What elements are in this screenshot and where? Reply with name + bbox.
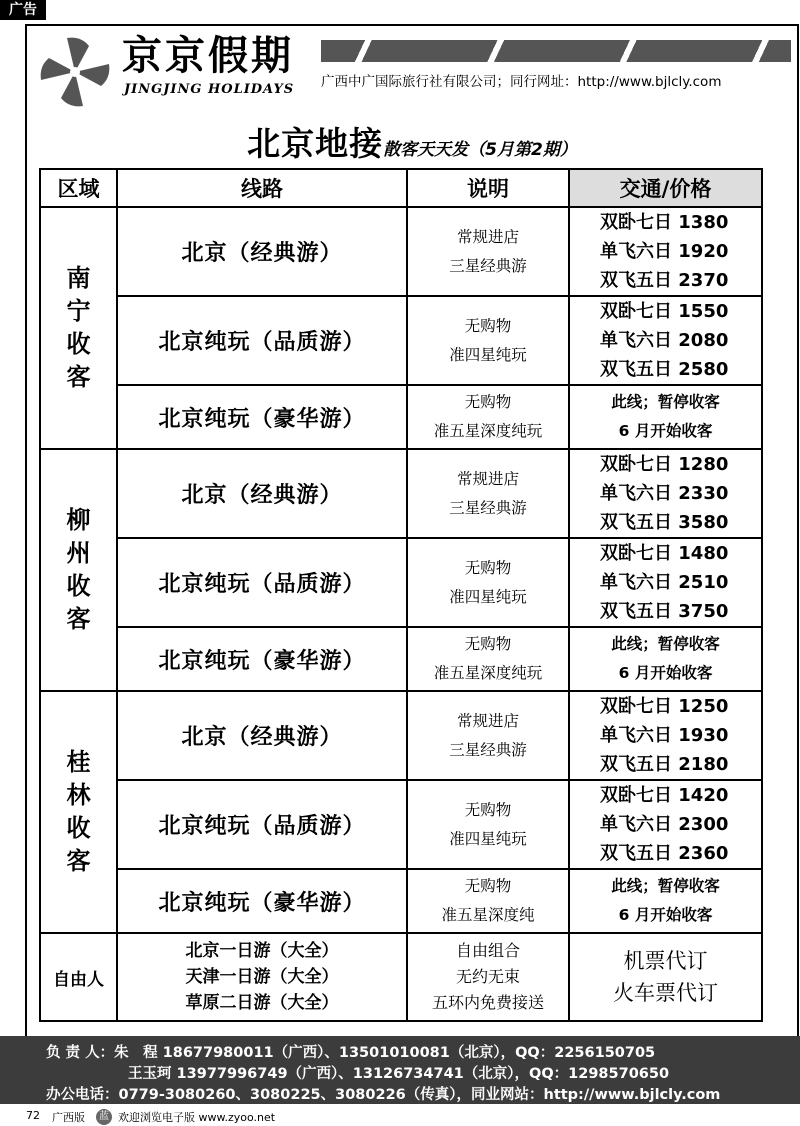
region-char: 客 (66, 363, 91, 391)
route-description (407, 627, 569, 691)
pinwheel-logo-icon (37, 34, 113, 110)
ticket-service: 机票代订 (623, 949, 708, 973)
price-line: 双卧七日 1380 (600, 212, 729, 233)
price-line: 单飞六日 2330 (600, 483, 729, 504)
price-line: 双飞五日 2180 (600, 754, 729, 775)
ticket-service: 火车票代订 (613, 981, 718, 1005)
price-line: 双卧七日 1250 (600, 696, 729, 717)
brand-name-en: JINGJING HOLIDAYS (124, 82, 295, 97)
price-cell (569, 207, 762, 296)
region-char: 南 (66, 264, 91, 292)
route-description (407, 691, 569, 780)
price-note: 此线；暂停收客 (611, 635, 720, 653)
region-char: 收 (66, 814, 91, 842)
agency-line: 广西中广国际旅行社有限公司；同行网址：http://www.bjlcly.com (321, 74, 722, 90)
price-line: 双卧七日 1420 (600, 785, 729, 806)
price-cell (569, 627, 762, 691)
route-description (407, 538, 569, 627)
region-char: 宁 (66, 297, 91, 325)
route-name: 北京纯玩（品质游） (117, 296, 407, 385)
price-note: 此线；暂停收客 (611, 393, 720, 411)
contact-line-1: 负 责 人：朱 程 18677980011（广西）、13501010081（北京），QQ：2256150705 (46, 1045, 656, 1061)
table-row (40, 296, 762, 385)
free-route: 天津一日游（大全） (185, 967, 339, 987)
price-cell (569, 538, 762, 627)
description-line: 无购物 (464, 558, 512, 577)
price-cell (569, 296, 762, 385)
route-name: 北京（经典游） (117, 449, 407, 538)
route-name: 北京纯玩（品质游） (117, 780, 407, 869)
page-title (27, 118, 797, 165)
description-line: 常规进店 (456, 711, 519, 730)
description-line: 准四星纯玩 (449, 829, 527, 848)
table-row (40, 207, 762, 296)
contact-footer (0, 1036, 800, 1104)
route-name: 北京纯玩（豪华游） (117, 869, 407, 933)
page-bottom (0, 1106, 800, 1126)
price-line: 双飞五日 3750 (600, 601, 729, 622)
description-line: 无购物 (464, 393, 512, 411)
free-traveler-label: 自由人 (40, 933, 117, 1021)
column-header: 线路 (117, 169, 407, 207)
price-line: 单飞六日 1930 (600, 725, 729, 746)
table-header-row (40, 169, 762, 207)
table-row (40, 449, 762, 538)
routes-table (39, 168, 763, 1022)
region-cell (40, 449, 117, 691)
description-line: 常规进店 (456, 227, 519, 246)
price-cell (569, 691, 762, 780)
table-row (40, 627, 762, 691)
contact-line-2: 王玉珂 13977996749（广西）、13126734741（北京），QQ：1298570650 (128, 1066, 670, 1082)
ticket-services-cell (569, 933, 762, 1021)
price-cell (569, 449, 762, 538)
table-row (40, 780, 762, 869)
price-line: 双飞五日 2360 (600, 843, 729, 864)
route-description (407, 869, 569, 933)
region-char: 柳 (66, 506, 91, 534)
edition-badge-icon: 蓝 (96, 1109, 112, 1125)
ad-tag: 广告 (0, 0, 46, 20)
description-line: 准四星纯玩 (449, 587, 527, 606)
description-line: 三星经典游 (449, 740, 527, 759)
description-line: 无购物 (464, 877, 512, 895)
price-line: 双飞五日 2370 (600, 270, 729, 291)
route-name: 北京（经典游） (117, 691, 407, 780)
price-note: 6 月开始收客 (618, 906, 713, 924)
price-line: 单飞六日 1920 (600, 241, 729, 262)
table-row (40, 385, 762, 449)
description-line: 准五星深度纯玩 (433, 664, 543, 682)
description-line: 无购物 (464, 800, 512, 819)
description-line: 三星经典游 (449, 498, 527, 517)
region-cell (40, 207, 117, 449)
route-name: 北京纯玩（豪华游） (117, 385, 407, 449)
route-description (407, 296, 569, 385)
price-cell (569, 385, 762, 449)
free-route: 北京一日游（大全） (185, 941, 339, 961)
brand-name: 京京假期 (122, 32, 294, 79)
price-note: 此线；暂停收客 (611, 877, 720, 895)
column-header: 交通/价格 (569, 169, 762, 207)
price-note: 6 月开始收客 (618, 422, 713, 440)
free-description-line: 五环内免费接送 (431, 993, 544, 1012)
table-row (40, 538, 762, 627)
region-char: 客 (66, 605, 91, 633)
table-row (40, 691, 762, 780)
title-sub: 散客天天发（5月第2期） (383, 140, 577, 160)
price-cell (569, 869, 762, 933)
price-line: 双卧七日 1550 (600, 301, 729, 322)
welcome-text: 欢迎浏览电子版 www.zyoo.net (118, 1111, 276, 1124)
header-stripe (321, 40, 791, 62)
region-char: 林 (66, 781, 91, 809)
description-line: 准五星深度纯玩 (433, 422, 543, 440)
page-number: 72 (26, 1109, 40, 1122)
route-name: 北京纯玩（豪华游） (117, 627, 407, 691)
region-cell (40, 691, 117, 933)
region-char: 客 (66, 847, 91, 875)
description-line: 三星经典游 (449, 256, 527, 275)
edition-label: 广西版 (52, 1111, 85, 1124)
description-line: 准五星深度纯 (441, 906, 535, 924)
free-description-cell (407, 933, 569, 1021)
contact-line-3: 办公电话：0779-3080260、3080225、3080226（传真），同业网站：http://www.bjlcly.com (46, 1087, 721, 1103)
price-line: 双飞五日 2580 (600, 359, 729, 380)
free-description-line: 无约无束 (455, 967, 520, 986)
description-line: 常规进店 (456, 469, 519, 488)
title-main: 北京地接 (247, 124, 384, 163)
price-line: 双卧七日 1280 (600, 454, 729, 475)
region-char: 收 (66, 572, 91, 600)
region-char: 收 (66, 330, 91, 358)
free-description-line: 自由组合 (455, 941, 520, 960)
price-cell (569, 780, 762, 869)
description-line: 准四星纯玩 (449, 345, 527, 364)
price-line: 双卧七日 1480 (600, 543, 729, 564)
free-traveler-row (40, 933, 762, 1021)
route-description (407, 780, 569, 869)
column-header: 说明 (407, 169, 569, 207)
free-route: 草原二日游（大全） (185, 993, 339, 1013)
price-line: 单飞六日 2080 (600, 330, 729, 351)
route-description (407, 385, 569, 449)
table-row (40, 869, 762, 933)
region-char: 州 (66, 539, 91, 567)
description-line: 无购物 (464, 635, 512, 653)
price-note: 6 月开始收客 (618, 664, 713, 682)
price-line: 单飞六日 2300 (600, 814, 729, 835)
route-name: 北京（经典游） (117, 207, 407, 296)
free-routes-cell (117, 933, 407, 1021)
route-name: 北京纯玩（品质游） (117, 538, 407, 627)
ad-frame (25, 24, 799, 1038)
route-description (407, 449, 569, 538)
price-line: 单飞六日 2510 (600, 572, 729, 593)
route-description (407, 207, 569, 296)
region-char: 桂 (66, 748, 91, 776)
description-line: 无购物 (464, 316, 512, 335)
price-line: 双飞五日 3580 (600, 512, 729, 533)
column-header: 区域 (40, 169, 117, 207)
